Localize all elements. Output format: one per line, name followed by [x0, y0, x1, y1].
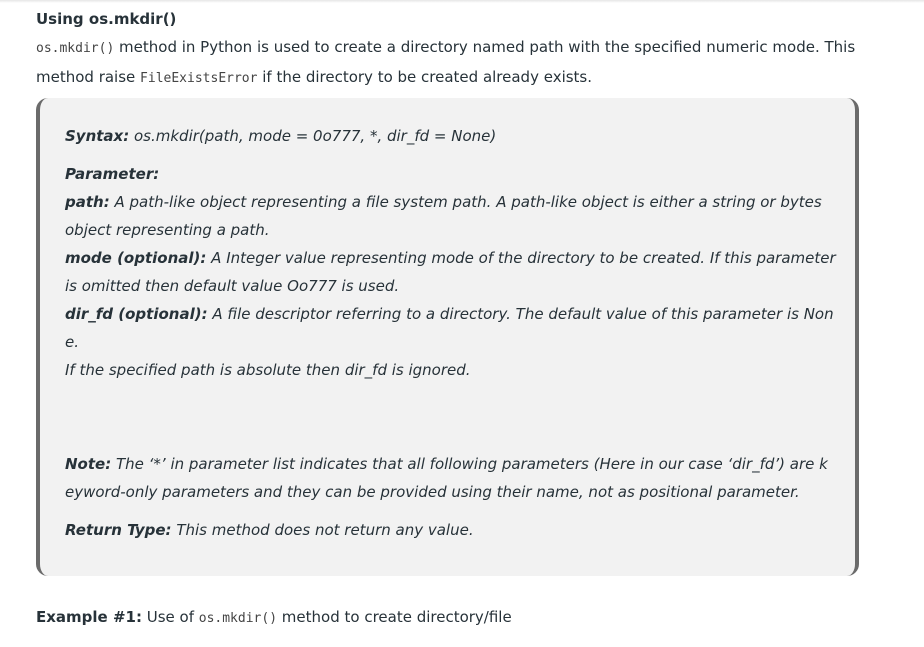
return-text: This method does not return any value. — [171, 521, 474, 539]
intro-text-1: method in Python is used to create a directory named path with the specified numeric mode. This method raise — [36, 38, 856, 86]
return-label: Return Type: — [65, 521, 172, 539]
dirfd-param-line-1 — [65, 300, 834, 328]
syntax-blockquote — [36, 98, 859, 576]
syntax-text: os.mkdir(path, mode = 0o777, *, dir_fd = None) — [129, 127, 497, 145]
mode-param-line-2 — [65, 272, 399, 300]
absolute-path-note — [65, 356, 471, 384]
intro-paragraph — [36, 33, 886, 93]
dirfd-text-2: e. — [65, 333, 79, 351]
note-line-1 — [65, 450, 828, 478]
absolute-text: If the specified path is absolute then dir_fd is ignored. — [65, 361, 471, 379]
path-label: path: — [65, 193, 110, 211]
dirfd-label: dir_fd (optional): — [65, 305, 208, 323]
example-text-1: Use of — [141, 608, 199, 626]
example-heading — [36, 604, 512, 632]
mode-text-1: A Integer value representing mode of the directory to be created. If this parameter — [206, 249, 836, 267]
example-inline-code: os.mkdir() — [198, 611, 278, 626]
parameter-heading-line — [65, 160, 159, 188]
path-param-line-1 — [65, 188, 822, 216]
parameter-label: Parameter: — [65, 165, 160, 183]
path-param-line-2 — [65, 216, 270, 244]
note-line-2 — [65, 478, 800, 506]
example-text-2: method to create directory/file — [277, 608, 512, 626]
intro-text-2: if the directory to be created already exists. — [257, 68, 593, 86]
return-type-line — [65, 516, 474, 544]
path-text-2: object representing a path. — [65, 221, 270, 239]
inline-code-mkdir: os.mkdir() — [36, 41, 115, 56]
mode-text-2: is omitted then default value Oo777 is used. — [65, 277, 400, 295]
note-text-1: The ‘*’ in parameter list indicates that all following parameters (Here in our case ‘dir_fd’) are k — [111, 455, 828, 473]
example-label: Example #1: — [36, 608, 142, 626]
inline-code-fileexistserror: FileExistsError — [140, 71, 258, 86]
path-text-1: A path-like object representing a file system path. A path-like object is either a string or bytes — [109, 193, 822, 211]
dirfd-text-1: A file descriptor referring to a directory. The default value of this parameter is Non — [207, 305, 834, 323]
dirfd-param-line-2 — [65, 328, 79, 356]
note-text-2: eyword-only parameters and they can be provided using their name, not as positional parameter. — [65, 483, 800, 501]
syntax-label: Syntax: — [65, 127, 130, 145]
mode-label: mode (optional): — [65, 249, 207, 267]
section-heading: Using os.mkdir() — [36, 10, 177, 28]
syntax-line — [65, 122, 496, 150]
note-label: Note: — [65, 455, 112, 473]
mode-param-line-1 — [65, 244, 836, 272]
top-divider — [0, 0, 924, 3]
